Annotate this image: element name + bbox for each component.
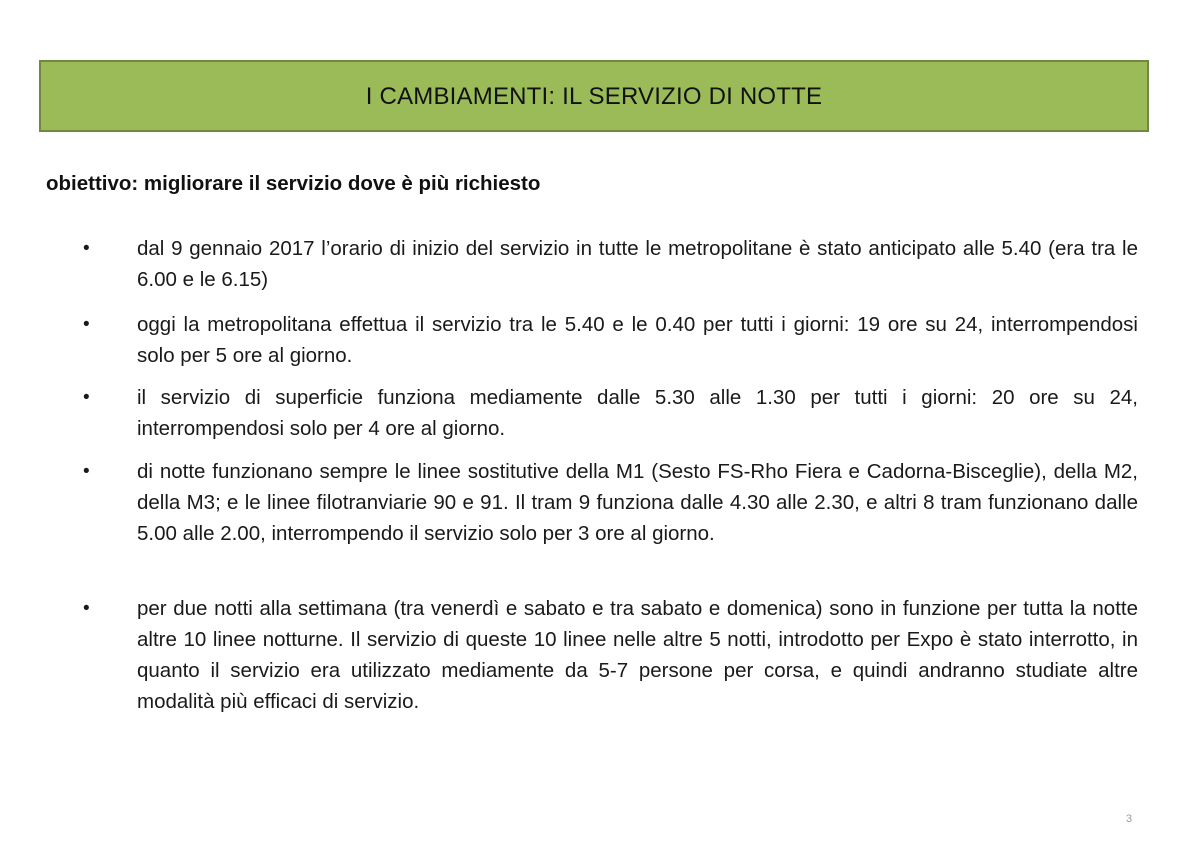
bullet-marker: • xyxy=(83,387,90,408)
bullet-marker: • xyxy=(83,461,90,482)
objective-heading: obiettivo: migliorare il servizio dove è più richiesto xyxy=(46,172,541,195)
bullet-text: per due notti alla settimana (tra venerdì e sabato e tra sabato e domenica) sono in funzione per tutta la notte altre 10 linee notturne. Il servizio di queste 10 linee nelle altre 5 notti, introdotto per Expo è stato interrotto, in quanto il servizio era utilizzato mediamente da 5-7 persone per corsa, e quindi andranno studiate altre modalità più efficaci di servizio. xyxy=(137,597,1138,713)
page-number: 3 xyxy=(1126,813,1133,825)
bullet-text: di notte funzionano sempre le linee sostitutive della M1 (Sesto FS-Rho Fiera e Cadorna-Bisceglie), della M2, della M3; e le linee filotranviarie 90 e 91. Il tram 9 funziona dalle 4.30 alle 2.30, e altri 8 tram funzionano dalle 5.00 alle 2.00, interrompendo il servizio solo per 3 ore al giorno. xyxy=(137,460,1138,545)
bullet-marker: • xyxy=(83,238,90,259)
bullet-marker: • xyxy=(83,598,90,619)
bullet-text: il servizio di superficie funziona mediamente dalle 5.30 alle 1.30 per tutti i giorni: 20 ore su 24, interrompendosi solo per 4 ore al giorno. xyxy=(137,386,1138,440)
bullet-text: dal 9 gennaio 2017 l’orario di inizio del servizio in tutte le metropolitane è stato anticipato alle 5.40 (era tra le 6.00 e le 6.15) xyxy=(137,237,1138,291)
bullet-marker: • xyxy=(83,314,90,335)
bullet-text: oggi la metropolitana effettua il servizio tra le 5.40 e le 0.40 per tutti i giorni: 19 ore su 24, interrompendosi solo per 5 ore al giorno. xyxy=(137,313,1138,367)
slide-title: I CAMBIAMENTI: IL SERVIZIO DI NOTTE xyxy=(365,83,823,110)
